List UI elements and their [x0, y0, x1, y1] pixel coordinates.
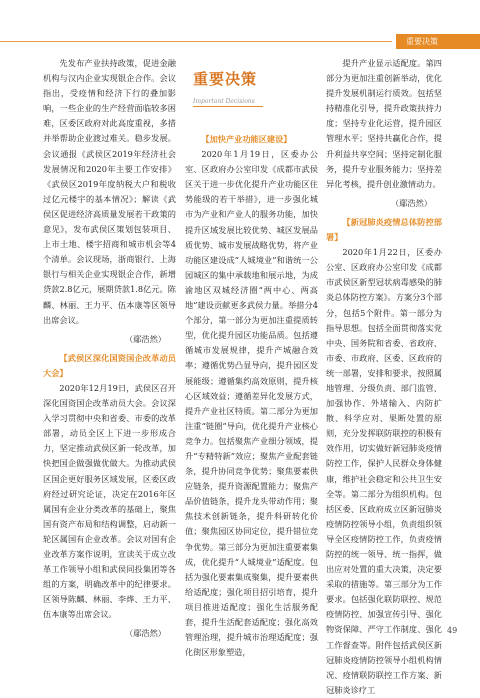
entry-heading [43, 351, 176, 381]
section-subtitle: Important Decisions [193, 98, 255, 105]
section-title: 重要决策 [193, 70, 258, 88]
paragraph: 2020年1月22日，区委办公室、区政府办公室印发《成都市武侯区新型冠状病毒感染的肺炎总体防控方案》。方案分3个部分，包括5个附件。第一部分为指导思想。包括全面贯彻落实党中央、国务院和省委、省政府、市委、市政府、区委、区政府的统一部署，安排和要求，按照属地管理、分级负责、部门监管、加强协作、外堵输入、内防扩散、科学应对、果断处置的原则，充分发挥联防联控的积极有效作用，切实做好新冠肺炎疫情防控工作，保护人民群众身体健康，维护社会稳定和公共卫生安全等。第二部分为组织机构。包括区委、区政府成立区新冠肺炎疫情防控领导小组，负责组织领导全区疫情防控工作，负责疫情防控的统一领导、统一指挥，做出应对处置的重大决策，决定要采取的措施等。第三部分为工作要求。包括强化联防联控、规范疫情防控、加强宣传引导、强化物资保障、严守工作制度、强化工作督查等。附件包括武侯区新冠肺炎疫情防控领导小组机构情况、疫情联防联控工作方案、新冠肺炎诊疗工 [326, 247, 442, 695]
section-tag: 重要决策 [396, 34, 480, 49]
byline: （鄢浩然） [125, 628, 166, 639]
entry-heading [326, 215, 442, 245]
paragraph: 先发布产业扶持政策，促进金融机构与汉内企业实现银企合作。会议指出，受疫情和经济下行的叠加影响，一些企业的生产经营面临较多困难，区委区政府对此高度重视，多措并举帮助企业渡过难关。稳步发展。会议通报《武侯区2019年经济社会发展情况和2020年主要工作安排》《武侯区2019年度纳税大户和税收过亿元楼宇的基本情况》；解读《武侯区促进经济高质量发展若干政策的意见》，发布武侯区策划包装项目、上市土地、楼宇招商和城市机会等4个清单。会议现场，浙商银行、上海银行与相关企业实现银企合作，新增贷款2.8亿元，展期贷款1.8亿元。陈麟、林丽、王力平、伍本康等区领导出席会议。 [43, 58, 176, 325]
column-1 [43, 56, 176, 646]
paragraph: 2020年1月19日，区委办公室、区政府办公室印发《成都市武侯区关于进一步优化提升产业功能区住势能级的若干举措》，进一步强化城市为产业和产业人的服务功能，加快提升区域发展比较优势、城区发展品质优势、城市发展战略优势，将产业功能区建设成“人城境业”和谐统一公园城区的集中承载地和展示地，为成渝地区双城经济圈“两中心、两高地”建设贡献更多武侯力量。举措分4个部分，第一部分为更加注重提质转型，优化提升园区功能品质。包括遵循城市发展规律，提升产城融合效率；遵循优势凸显导向，提升园区发展能级；遵循集约高效原则，提升核心区域效益；遵循差异化发展方式，提升产业社区特质。第二部分为更加注重“链圈”导向，优化提升产业核心竞争力。包括聚焦产业细分领域，提升“专精特新”效应；聚焦产业配套链条，提升协同竞争优势；聚焦要素供应链条，提升资源配置能力；聚焦产品价值链条，提升龙头带动作用；聚焦技术创新链条，提升科研转化价值；聚焦园区协同定位，提升错位竞争优势。第三部分为更加注重要素集成，优化提升“人城境业”适配度。包括为强化要素集成聚集，提升要素供给适配度；强化项目招引培育，提升项目推进适配度；强化生活服务配套，提升生活配套适配度；强化高效管理治理，提升城市治理适配度；强化街区形象塑造， [185, 149, 318, 658]
entry-heading-text: 【武侯区深化国资国企改革动员大会】 [43, 352, 176, 378]
section-title-rule [193, 106, 263, 107]
paragraph: 提升产业显示适配度。第四部分为更加注重创新举动，优化提升发展机制运行质效。包括坚持精准化引导，提升政策扶持力度；坚持专业化运营，提升园区管理水平；坚持共赢化合作，提升利益共享空间；坚持定制化服务，提升专业服务能力；坚持差异化考核，提升创业激情动力。 [326, 58, 442, 189]
entry-heading [185, 132, 318, 147]
entry-heading-text: 【加快产业功能区建设】 [201, 134, 292, 144]
page-number: 49 [447, 626, 458, 635]
header-rule [0, 41, 392, 42]
paragraph: 2020年12月19日，武侯区召开深化国资国企改革动员大会。会议深入学习贯彻中央和省委、市委的改革部署，动员全区上下进一步形成合力，坚定推动武侯区新一轮改革，加快把国企做强做优做大。为推动武侯区国企更好服务区域发展，区委区政府经过研究论证，决定在2016年区属国有企业分类改革的基础上，聚焦国有资产布局和结构调整，启动新一轮区属国有企业改革。会议对国有企业改革方案作说明，宣读关于成立改革工作领导小组和武侯同投集团等各组的方案，明确改革中的纪律要求。区领导陈麟、林丽、李烨、王力平、伍本康等出席会议。 [43, 382, 176, 620]
section-title-box [185, 56, 318, 126]
byline: （鄢浩然） [125, 333, 166, 344]
column-3 [326, 56, 442, 698]
column-2 [185, 56, 318, 660]
entry-heading-text: 【新冠肺炎疫情总体防控部署】 [326, 216, 442, 243]
byline: （鄢浩然） [391, 197, 432, 208]
